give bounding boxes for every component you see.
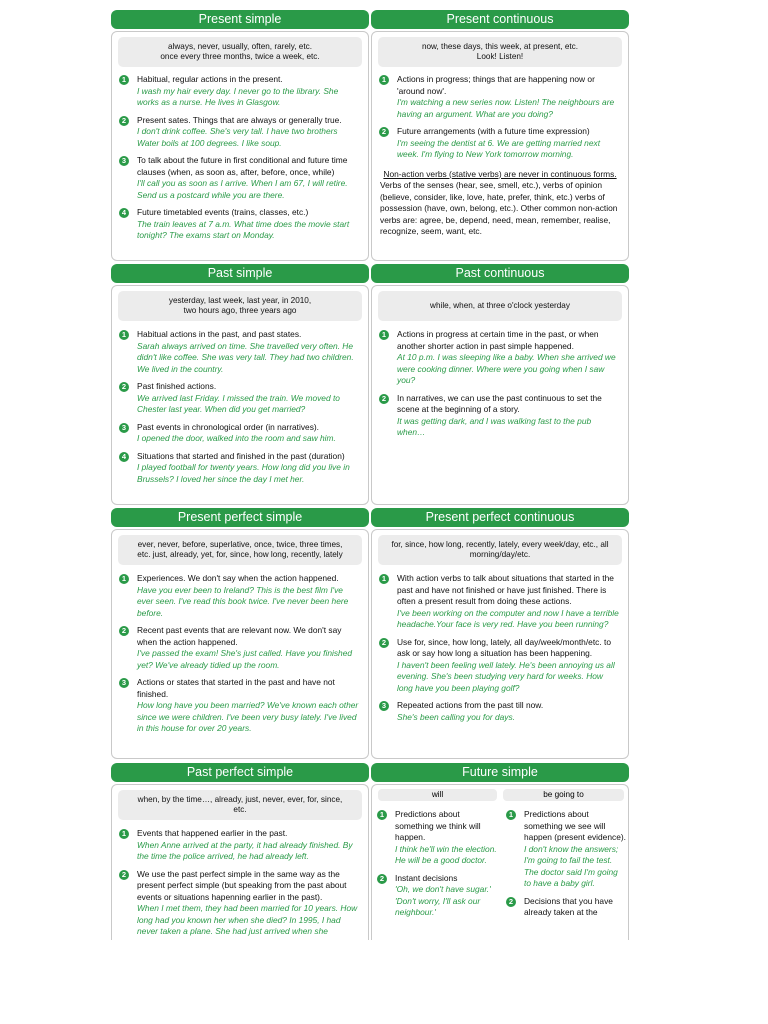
keywords-line: always, never, usually, often, rarely, etc. [168,41,312,51]
example-text: It was getting dark, and I was walking fast to the pub when… [397,415,592,437]
number-badge: 1 [119,330,129,340]
rule-text: Actions in progress; things that are happening now or 'around now'. [397,74,595,96]
rule-text: Past finished actions. [137,381,217,391]
keywords-line: yesterday, last week, last year, in 2010, [168,295,312,305]
going-to-column [501,789,629,919]
example-text: 'Oh, we don't have sugar.' 'Don't worry, I'll ask our neighbour.' [395,884,491,917]
list-item [376,393,620,439]
keywords-line: for, since, how long, recently, lately, every week/day, etc., all [391,539,609,549]
example-text: I've passed the exam! She's just called. Have you finished yet? We've already tidied up the room. [137,648,353,670]
list-item [116,74,360,109]
example-text: When I met them, they had been married for 10 years. How long had you known her when she died? In 1995, I had never taken a plane. She had just arrived when she [137,903,358,936]
rule-text: To talk about the future in first conditional and future time clauses (when, as soon as, after, before, once, while) [137,155,348,177]
header-present-simple: Present simple [111,10,369,29]
number-badge: 1 [506,810,516,820]
header-past-perfect-simple: Past perfect simple [111,763,369,782]
example-text: When Anne arrived at the party, it had already finished. By the time the police arrived, he had already left. [137,839,353,861]
keywords-line: when, by the time…, already, just, never, ever, for, since, [137,794,343,804]
example-text: How long have you been married? We've known each other since we were children. I've been very busy lately. I've lived in this house for over 20 years. [137,700,359,733]
list-item [376,74,620,120]
number-badge: 4 [119,452,129,462]
keywords-line: Look! Listen! [476,52,524,61]
keywords-box [118,535,362,565]
rule-text: Actions or states that started in the past and have not finished. [137,677,335,699]
number-badge: 3 [119,678,129,688]
keywords-box [378,37,622,67]
header-future-simple: Future simple [371,763,629,782]
number-badge: 2 [379,638,389,648]
list-item [116,422,360,445]
rule-text: Future arrangements (with a future time expression) [397,126,590,136]
rule-text: Instant decisions [395,872,458,883]
list-item [376,700,620,723]
example-text: I don't know the answers; I'm going to fail the test. The doctor said I'm going to have a baby girl. [524,843,619,888]
number-badge: 2 [377,874,387,884]
past-perfect-simple-card [111,784,369,940]
number-badge: 2 [119,626,129,636]
example-text: I haven't been feeling well lately. He's been annoying us all evening. She's been studying very hard for weeks. How long have you been playing golf? [397,659,615,693]
present-perfect-simple-card [111,529,369,759]
will-column [372,789,501,919]
number-badge: 2 [119,870,129,880]
list-item [116,828,360,863]
number-badge: 3 [119,423,129,433]
rule-text: Predictions about something we think will happen. [395,809,481,842]
list-item [116,573,360,619]
example-text: At 10 p.m. I was sleeping like a baby. When she arrived we were cooking dinner. Where were you going when I saw you? [397,352,616,385]
list-item [503,809,626,890]
number-badge: 2 [379,394,389,404]
rule-text: Recent past events that are relevant now. We don't say when the action happened. [137,625,342,647]
rule-text: Habitual, regular actions in the present. [137,74,283,84]
keywords-line: etc. just, already, yet, for, since, how long, recently, lately [137,550,343,559]
list-item [116,155,360,201]
rule-text: Repeated actions from the past till now. [397,700,544,710]
list-item [376,573,620,631]
list-item [374,809,497,867]
number-badge: 2 [119,382,129,392]
list-item [116,207,360,242]
keywords-box [118,790,362,820]
number-badge: 1 [379,75,389,85]
going-to-label: be going to [503,789,624,801]
example-text: The train leaves at 7 a.m. What time does the movie start tonight? The exams start on Monday. [137,218,350,240]
number-badge: 1 [119,75,129,85]
example-text: I opened the door, walked into the room and saw him. [137,433,336,443]
number-badge: 1 [379,330,389,340]
future-simple-card [371,784,629,940]
rule-text: In narratives, we can use the past continuous to set the scene at the beginning of a story. [397,392,602,414]
list-item [116,329,360,375]
rule-text: Experiences. We don't say when the action happened. [137,573,339,583]
example-text: She's been calling you for days. [397,711,515,722]
rule-text: Present sates. Things that are always or generally true. [137,114,342,125]
keywords-line: morning/day/etc. [469,550,531,559]
list-item [116,451,360,486]
list-item [376,637,620,695]
present-simple-card [111,31,369,261]
header-past-simple: Past simple [111,264,369,283]
number-badge: 1 [379,574,389,584]
rule-text: Predictions about something we see will happen (present evidence). [524,809,626,842]
past-simple-card [111,285,369,505]
keywords-box [378,535,622,565]
number-badge: 4 [119,208,129,218]
keywords-line: two hours ago, three years ago [183,306,297,315]
example-text: I think he'll win the election. He will be a good doctor. [395,843,497,865]
keywords-box [118,291,362,321]
rule-text: Use for, since, how long, lately, all day/week/month/etc. to ask or say how long a situation has been happening. [397,636,611,658]
header-present-perfect-simple: Present perfect simple [111,508,369,527]
number-badge: 1 [119,829,129,839]
header-present-perfect-continuous: Present perfect continuous [371,508,629,527]
keywords-box [378,291,622,321]
number-badge: 2 [506,897,516,907]
will-label: will [378,789,497,801]
example-text: I wash my hair every day. I never go to the library. She works as a nurse. He lives in Glasgow. [137,85,339,107]
keywords-line: now, these days, this week, at present, etc. [421,41,579,51]
present-continuous-card [371,31,629,261]
number-badge: 2 [119,116,129,126]
header-present-continuous: Present continuous [371,10,629,29]
keywords-box [118,37,362,67]
list-item [116,381,360,416]
example-text: I played football for twenty years. How long did you live in Brussels? I loved her since the day I met her. [137,462,350,484]
rule-text: Habitual actions in the past, and past states. [137,329,302,339]
rule-text: With action verbs to talk about situations that started in the past and have not finished or have just finished. There is often a present result from doing these actions. [397,573,614,606]
rule-text: Actions in progress at certain time in the past, or when another shorter action in past simple happened. [397,329,599,351]
list-item [374,873,497,919]
rule-text: Events that happened earlier in the past. [137,828,288,838]
number-badge: 3 [379,701,389,711]
list-item [116,677,360,735]
example-text: Sarah always arrived on time. She travelled very often. He didn't like coffee. She was very tall. They had two children. We lived in the country. [137,340,354,374]
rule-text: Future timetabled events (trains, classes, etc.) [137,207,309,217]
list-item [116,869,360,938]
keywords-line: ever, never, before, superlative, once, twice, three times, [137,539,343,549]
list-item [376,329,620,387]
rule-text: Situations that started and finished in the past (duration) [137,450,345,461]
rule-text: We use the past perfect simple in the same way as the present perfect simple (but speaking from the past about events or situations hapenning earlier in the past). [137,868,347,902]
rule-text: Decisions that you have already taken at the [524,895,613,917]
number-badge: 1 [377,810,387,820]
keywords-line: etc. [233,805,247,814]
example-text: I'm seeing the dentist at 6. We are getting married next week. I'm flying to New York tomorrow morning. [397,137,601,159]
note-text: Verbs of the senses (hear, see, smell, etc.), verbs of opinion (believe, consider, like, love, hate, prefer, think, etc.) verbs of possession (have, own, belong, etc.). Other common non-action verbs are: agree, be, depend, need, mean, remember, realise, recognize, seem, want, etc. [380,180,618,236]
number-badge: 1 [119,574,129,584]
header-past-continuous: Past continuous [371,264,629,283]
example-text: I don't drink coffee. She's very tall. I have two brothers Water boils at 100 degrees. I like soup. [137,126,338,148]
keywords-line: once every three months, twice a week, etc. [160,52,320,61]
example-text: Have you ever been to Ireland? This is the best film I've ever seen. I've read this book twice. I've never been here before. [137,584,349,618]
example-text: I've been working on the computer and now I have a terrible headache.Your face is very red. Have you been running? [397,607,619,629]
note-title: Non-action verbs (stative verbs) are never in continuous forms. [383,168,617,179]
present-perfect-continuous-card [371,529,629,759]
example-text: I'm watching a new series now. Listen! The neighbours are having an argument. What are you doing? [397,97,615,119]
list-item [116,115,360,150]
example-text: We arrived last Friday. I missed the train. We moved to Chester last year. When did you get married? [137,392,340,414]
list-item [376,126,620,161]
keywords-line: while, when, at three o'clock yesterday [430,300,570,310]
example-text: I'll call you as soon as I arrive. When I am 67, I will retire. Send us a postcard while you are there. [137,178,348,200]
list-item [116,625,360,671]
number-badge: 2 [379,127,389,137]
list-item [503,896,626,919]
rule-text: Past events in chronological order (in narratives). [137,421,320,432]
number-badge: 3 [119,156,129,166]
past-continuous-card [371,285,629,505]
